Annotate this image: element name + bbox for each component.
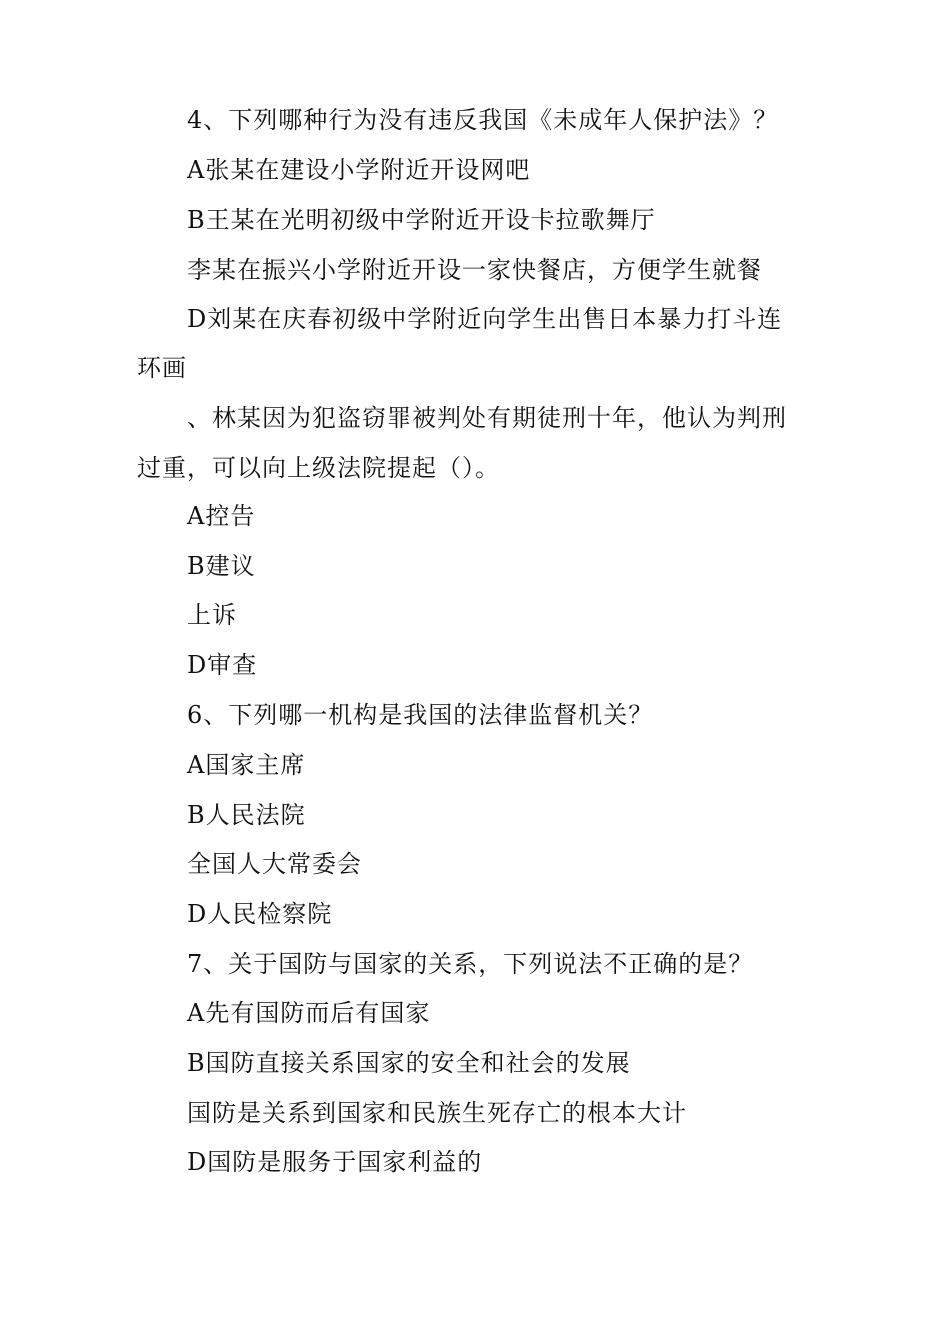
q7-option-b: B国防直接关系国家的安全和社会的发展: [187, 1049, 631, 1077]
q6-option-c: 全国人大常委会: [187, 850, 362, 878]
q4-question: 4、下列哪种行为没有违反我国《未成年人保护法》？: [187, 106, 779, 134]
q4-option-b: B王某在光明初级中学附近开设卡拉歌舞厅: [187, 206, 656, 234]
q7-option-c: 国防是关系到国家和民族生死存亡的根本大计: [187, 1099, 687, 1127]
q4-option-a: A张某在建设小学附近开设网吧: [187, 156, 531, 184]
q7-question: 7、关于国防与国家的关系，下列说法不正确的是？: [187, 950, 754, 978]
q5-option-b: B建议: [187, 552, 256, 580]
q4-option-d: D刘某在庆春初级中学附近向学生出售日本暴力打斗连: [187, 305, 783, 333]
q5-option-c: 上诉: [187, 601, 237, 629]
q5-question-line1: 、林某因为犯盗窃罪被判处有期徒刑十年，他认为判刑: [187, 404, 787, 432]
q5-question-line2: 过重，可以向上级法院提起（）。: [137, 454, 500, 482]
q7-option-a: A先有国防而后有国家: [187, 999, 431, 1027]
q4-option-d-continued: 环画: [137, 354, 187, 382]
q6-option-a: A国家主席: [187, 751, 306, 779]
q6-option-b: B人民法院: [187, 801, 306, 829]
q6-question: 6、下列哪一机构是我国的法律监督机关？: [187, 701, 654, 729]
q6-option-d: D人民检察院: [187, 900, 333, 928]
q5-option-a: A控告: [187, 502, 256, 530]
q4-option-c: 李某在振兴小学附近开设一家快餐店，方便学生就餐: [187, 256, 762, 284]
q5-option-d: D审查: [187, 651, 258, 679]
q7-option-d: D国防是服务于国家利益的: [187, 1148, 483, 1176]
